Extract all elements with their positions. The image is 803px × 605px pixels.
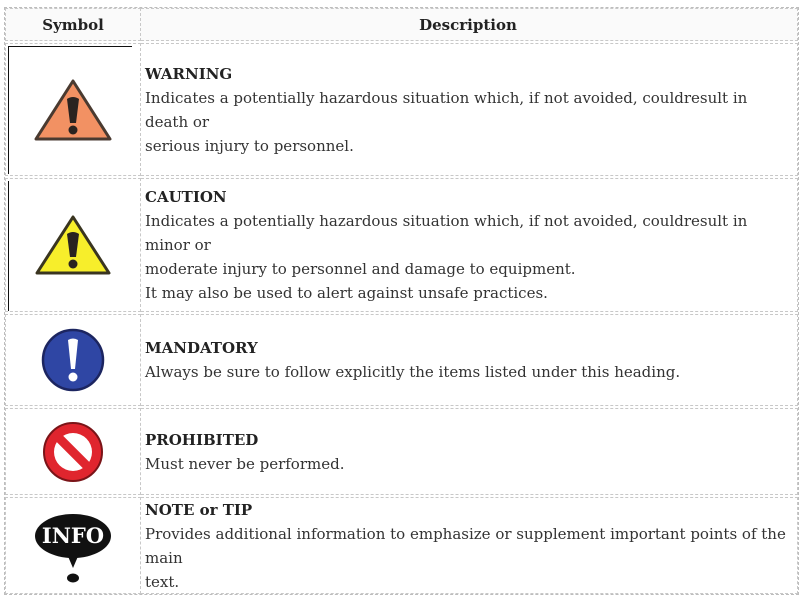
mandatory-title: MANDATORY: [145, 339, 258, 357]
symbol-table-wrapper: [4, 7, 799, 595]
description-cell-caution: [141, 178, 798, 312]
table-row-prohibited: [5, 408, 798, 495]
mandatory-circle-icon: [40, 327, 106, 393]
table-row-note: [5, 497, 798, 594]
symbol-cell-prohibited: [5, 408, 141, 495]
symbol-cell-mandatory: [5, 314, 141, 406]
warning-line-1: Indicates a potentially hazardous situation which, if not avoided, couldresult in death or: [145, 88, 748, 131]
symbol-cell-caution: [5, 178, 141, 312]
description-cell-warning: [141, 43, 798, 176]
caution-line-2: moderate injury to personnel and damage to equipment.: [145, 260, 576, 278]
description-cell-note: [141, 497, 798, 594]
table-row-caution: [5, 178, 798, 312]
note-line-1: Provides additional information to emphasize or supplement important points of the main: [145, 524, 786, 567]
caution-line-3: It may also be used to alert against unsafe practices.: [145, 284, 548, 302]
caution-triangle-icon: [33, 213, 113, 277]
prohibited-icon: [41, 420, 105, 484]
table-header-row: [5, 8, 798, 41]
warning-line-2: serious injury to personnel.: [145, 136, 354, 155]
warning-title: WARNING: [145, 64, 233, 83]
caution-title: CAUTION: [145, 188, 227, 206]
warning-triangle-icon: [32, 77, 114, 143]
info-bubble-icon: [33, 506, 113, 586]
description-cell-mandatory: [141, 314, 798, 406]
note-line-2: text.: [145, 572, 180, 591]
header-symbol: Symbol: [5, 8, 141, 41]
note-title: NOTE or TIP: [145, 500, 253, 519]
caution-line-1: Indicates a potentially hazardous situation which, if not avoided, couldresult in minor or: [145, 212, 748, 254]
description-cell-prohibited: [141, 408, 798, 495]
symbol-cell-warning: [5, 43, 141, 176]
info-icon-text: INFO: [41, 522, 105, 548]
table-row-warning: [5, 43, 798, 176]
mandatory-line-1: Always be sure to follow explicitly the items listed under this heading.: [145, 363, 681, 381]
prohibited-line-1: Must never be performed.: [145, 454, 345, 473]
symbol-table: [4, 7, 799, 595]
table-row-mandatory: [5, 314, 798, 406]
prohibited-title: PROHIBITED: [145, 430, 259, 449]
symbol-cell-note: [5, 497, 141, 594]
header-description: Description: [141, 8, 798, 41]
